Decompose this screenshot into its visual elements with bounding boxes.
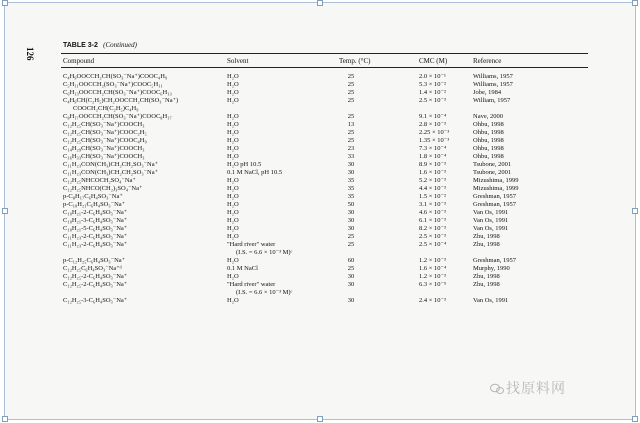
- cell-cmc: 1.4 × 10⁻²: [419, 89, 446, 96]
- cell-cmc: 8.2 × 10⁻³: [419, 225, 446, 232]
- cell-temp: 25: [347, 129, 355, 136]
- cell-compound: C₁₀H₂₁-5-C₆H₄SO₃⁻Na⁺: [63, 225, 128, 232]
- cell-compound: C₈H₁₇OOCCH₂CH(SO₃⁻Na⁺)COOC₈H₁₇: [63, 113, 172, 120]
- header-cmc: CMC (M): [419, 57, 448, 65]
- cell-solvent: H₂O: [227, 81, 239, 88]
- resize-handle-top[interactable]: [317, 0, 323, 6]
- cell-reference: William, 1957: [473, 97, 511, 104]
- cell-solvent-continued: (I.S. = 6.6 × 10⁻³ M)ᶜ: [236, 289, 293, 296]
- cell-solvent: H₂O: [227, 73, 239, 80]
- cell-solvent-continued: (I.S. = 6.6 × 10⁻³ M)ᶜ: [236, 249, 293, 256]
- cell-solvent: H₂O: [227, 233, 239, 240]
- cell-reference: Van Os, 1991: [473, 209, 509, 216]
- cell-solvent: H₂O: [227, 121, 239, 128]
- cell-cmc: 1.5 × 10⁻²: [419, 193, 446, 200]
- cell-compound: C₁₁H₂₃-2-C₆H₄SO₃⁻Na⁺: [63, 241, 128, 248]
- cell-compound: C₁₂H₂₅-3-C₆H₄SO₃⁻Na⁺: [63, 297, 128, 304]
- cell-temp: 25: [347, 233, 355, 240]
- cell-cmc: 5.2 × 10⁻³: [419, 177, 446, 184]
- cell-solvent: H₂O: [227, 185, 239, 192]
- cell-solvent: H₂O: [227, 129, 239, 136]
- cell-cmc: 2.5 × 10⁻⁴: [419, 241, 447, 248]
- cell-cmc: 2.8 × 10⁻³: [419, 121, 446, 128]
- cell-solvent: H₂O: [227, 113, 239, 120]
- header-solvent: Solvent: [227, 57, 249, 65]
- cell-cmc: 1.6 × 10⁻⁴: [419, 265, 447, 272]
- cell-cmc: 6.3 × 10⁻⁵: [419, 281, 447, 288]
- cell-temp: 35: [347, 193, 355, 200]
- resize-handle-right[interactable]: [632, 208, 638, 214]
- cell-compound: C₁₂H₂₅-2-C₆H₄SO₃⁻Na⁺: [63, 273, 128, 280]
- cell-solvent: "Hard river" water: [227, 281, 276, 288]
- cell-reference: Zhu, 1998: [473, 273, 500, 280]
- cell-compound: C₁₁H₂₃CON(CH₃)CH₂CH₂SO₃⁻Na⁺: [63, 169, 159, 176]
- cell-reference: Tsubone, 2001: [473, 161, 512, 168]
- cell-compound: C₁₄H₂₉CH(SO₃⁻Na⁺)COOCH₃: [63, 145, 145, 152]
- cell-cmc: 4.4 × 10⁻³: [419, 185, 446, 192]
- cell-temp: 25: [347, 265, 355, 272]
- cell-cmc: 2.5 × 10⁻³: [419, 233, 446, 240]
- cell-compound: C₄H₉OOCCH₂CH(SO₃⁻Na⁺)COOC₄H₉: [63, 73, 168, 80]
- cell-solvent: H₂O: [227, 153, 239, 160]
- cell-compound: C₁₁H₂₃-2-C₆H₄SO₃⁻Na⁺: [63, 233, 128, 240]
- cell-cmc: 2.4 × 10⁻³: [419, 297, 446, 304]
- cell-compound: C₁₆H₃₃CH(SO₃⁻Na⁺)COOCH₃: [63, 153, 145, 160]
- cell-reference: Williams, 1957: [473, 73, 513, 80]
- cell-temp: 30: [347, 273, 355, 280]
- cell-reference: Greshman, 1957: [473, 193, 516, 200]
- cell-reference: Zhu, 1998: [473, 281, 500, 288]
- cell-solvent: H₂O: [227, 273, 239, 280]
- cell-reference: Van Os, 1991: [473, 297, 509, 304]
- cell-temp: 25: [347, 137, 355, 144]
- header-reference: Reference: [473, 57, 502, 65]
- cell-compound: C₁₂H₂₅CH(SO₃⁻Na⁺)COOC₄H₉: [63, 137, 147, 144]
- cell-cmc: 6.1 × 10⁻³: [419, 217, 446, 224]
- cell-solvent: H₂O: [227, 177, 239, 184]
- cell-reference: Ohbu, 1998: [473, 137, 504, 144]
- cell-compound: C₄H₉CH(C₂H₅)CH₂OOCCH₂CH(SO₃⁻Na⁺): [63, 97, 179, 104]
- cell-cmc: 8.9 × 10⁻³: [419, 161, 446, 168]
- cell-temp: 30: [347, 297, 355, 304]
- cell-cmc: 5.3 × 10⁻²: [419, 81, 446, 88]
- cell-reference: Zhu, 1998: [473, 233, 500, 240]
- cell-compound: C₁₂H₂₅NHCOCH₂SO₄⁻Na⁺: [63, 177, 136, 184]
- cell-cmc: 2.0 × 10⁻¹: [419, 73, 446, 80]
- rule-header: [61, 67, 588, 68]
- cell-cmc: 1.2 × 10⁻³: [419, 257, 446, 264]
- page-number: 126: [25, 47, 35, 61]
- cell-compound: C₁₂H₂₅NHCO(CH₂)₃SO₄⁻Na⁺: [63, 185, 143, 192]
- cell-compound: C₁₂H₂₅CH(SO₃⁻Na⁺)COOCH₃: [63, 121, 145, 128]
- cell-temp: 30: [347, 281, 355, 288]
- cell-solvent: H₂O: [227, 257, 239, 264]
- cell-temp: 30: [347, 161, 355, 168]
- cell-cmc: 2.5 × 10⁻³: [419, 97, 446, 104]
- cell-temp: 25: [347, 241, 355, 248]
- cell-temp: 25: [347, 89, 355, 96]
- cell-solvent: H₂O: [227, 137, 239, 144]
- cell-temp: 60: [347, 257, 355, 264]
- cell-temp: 30: [347, 169, 355, 176]
- resize-handle-bottom[interactable]: [317, 416, 323, 422]
- cell-compound: p-C₁₀H₂₁C₆H₄SO₃⁻Na⁺: [63, 201, 126, 208]
- cell-temp: 30: [347, 209, 355, 216]
- cell-compound: C₁₁H₂₃CON(CH₃)CH₂CH₂SO₃⁻Na⁺: [63, 161, 159, 168]
- cell-reference: Ohbu, 1998: [473, 129, 504, 136]
- cell-compound: p-C₁₂H₂₅C₆H₄SO₃⁻Na⁺: [63, 257, 126, 264]
- cell-reference: Ohbu, 1998: [473, 153, 504, 160]
- cell-cmc: 7.3 × 10⁻⁴: [419, 145, 447, 152]
- cell-temp: 33: [347, 153, 355, 160]
- cell-compound-continued: COOCH₂CH(C₂H₅)C₄H₉: [73, 105, 139, 112]
- cell-temp: 25: [347, 81, 355, 88]
- cell-compound: C₁₀H₂₁-3-C₆H₄SO₃⁻Na⁺: [63, 217, 128, 224]
- cell-reference: Greshman, 1957: [473, 201, 516, 208]
- resize-handle-bottom-right[interactable]: [632, 416, 638, 422]
- cell-reference: Williams, 1957: [473, 81, 513, 88]
- cell-cmc: 2.25 × 10⁻³: [419, 129, 450, 136]
- cell-temp: 50: [347, 201, 355, 208]
- resize-handle-top-left[interactable]: [2, 0, 8, 6]
- resize-handle-bottom-left[interactable]: [2, 416, 8, 422]
- cell-compound: C₁₂H₂₅CH(SO₃⁻Na⁺)COOC₂H₅: [63, 129, 147, 136]
- cell-compound: C₆H₁₃OOCCH₂CH(SO₃⁻Na⁺)COOC₆H₁₃: [63, 89, 172, 96]
- cell-temp: 30: [347, 217, 355, 224]
- cell-reference: Zhu, 1998: [473, 241, 500, 248]
- cell-temp: 23: [347, 145, 355, 152]
- cell-solvent: H₂O: [227, 297, 239, 304]
- table-subtitle: (Continued): [103, 41, 137, 49]
- cell-solvent: H₂O: [227, 193, 239, 200]
- cell-solvent: "Hard river" water: [227, 241, 276, 248]
- cell-compound: C₁₂H₂₅C₆H₄SO₃⁻Na⁺ᵈ: [63, 265, 122, 272]
- cell-solvent: H₂O: [227, 89, 239, 96]
- cell-reference: Mizushima, 1999: [473, 177, 519, 184]
- watermark-logo-icon: [490, 383, 504, 395]
- cell-solvent: H₂O pH 10.5: [227, 161, 262, 168]
- cell-reference: Murphy, 1990: [473, 265, 510, 272]
- header-temp: Temp. (°C): [339, 57, 371, 65]
- cell-compound: C₅H₁₁OOCCH₂(SO₃⁻Na⁺)COOC₅H₁₁: [63, 81, 163, 88]
- cell-cmc: 1.2 × 10⁻³: [419, 273, 446, 280]
- cell-temp: 25: [347, 73, 355, 80]
- table-title: TABLE 3-2: [63, 42, 98, 49]
- cell-solvent: H₂O: [227, 145, 239, 152]
- resize-handle-left[interactable]: [2, 208, 8, 214]
- cell-compound: p-C₈H₁₇C₆H₄SO₃⁻Na⁺: [63, 193, 123, 200]
- cell-cmc: 9.1 × 10⁻⁴: [419, 113, 447, 120]
- cell-compound: C₁₂H₂₅-2-C₆H₄SO₃⁻Na⁺: [63, 281, 128, 288]
- cell-temp: 13: [347, 121, 355, 128]
- cell-solvent: H₂O: [227, 201, 239, 208]
- cell-reference: Mizushima, 1999: [473, 185, 519, 192]
- cell-reference: Van Os, 1991: [473, 225, 509, 232]
- cell-cmc: 1.6 × 10⁻³: [419, 169, 446, 176]
- table-caption: [63, 41, 137, 49]
- cell-reference: Greshman, 1957: [473, 257, 516, 264]
- cell-solvent: 0.1 M NaCl: [227, 265, 258, 272]
- cell-temp: 25: [347, 113, 355, 120]
- cell-temp: 35: [347, 185, 355, 192]
- cell-solvent: H₂O: [227, 225, 239, 232]
- cell-temp: 30: [347, 225, 355, 232]
- rule-top: [61, 53, 588, 54]
- cell-cmc: 1.8 × 10⁻⁴: [419, 153, 447, 160]
- cell-cmc: 1.35 × 10⁻³: [419, 137, 450, 144]
- watermark-text: 找原料网: [506, 381, 566, 397]
- cell-reference: Ohbu, 1998: [473, 145, 504, 152]
- header-compound: Compound: [63, 57, 95, 65]
- cell-reference: Jobe, 1984: [473, 89, 502, 96]
- cell-temp: 25: [347, 97, 355, 104]
- resize-handle-top-right[interactable]: [632, 0, 638, 6]
- cell-solvent: H₂O: [227, 97, 239, 104]
- cell-reference: Ohbu, 1998: [473, 121, 504, 128]
- cell-cmc: 3.1 × 10⁻³: [419, 201, 446, 208]
- cell-reference: Nave, 2000: [473, 113, 503, 120]
- cell-solvent: H₂O: [227, 209, 239, 216]
- cell-solvent: H₂O: [227, 217, 239, 224]
- cell-cmc: 4.6 × 10⁻³: [419, 209, 446, 216]
- cell-solvent: 0.1 M NaCl, pH 10.5: [227, 169, 283, 176]
- cell-reference: Van Os, 1991: [473, 217, 509, 224]
- cell-reference: Tsubone, 2001: [473, 169, 512, 176]
- cell-compound: C₁₀H₂₁-2-C₆H₄SO₃⁻Na⁺: [63, 209, 128, 216]
- cell-temp: 35: [347, 177, 355, 184]
